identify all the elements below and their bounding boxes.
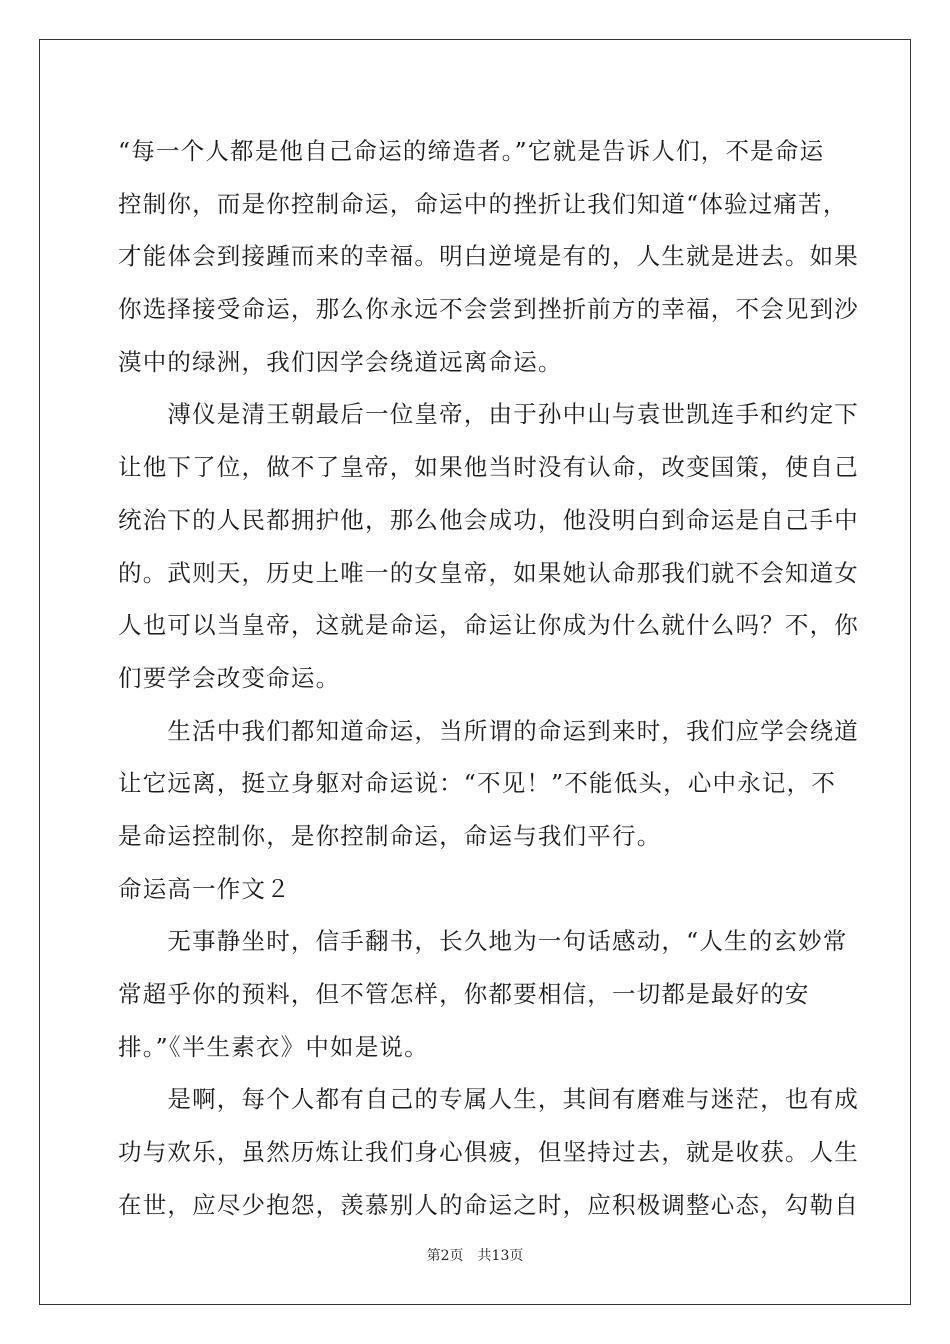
document-body: [118, 125, 859, 1231]
text-line: 的。武则天，历史上唯一的女皇帝，如果她认命那我们就不会知道女: [118, 558, 859, 587]
text-line: 控制你，而是你控制命运，命运中的挫折让我们知道“体验过痛苦，: [118, 189, 848, 218]
section-heading: 命运高一作文２: [118, 874, 291, 903]
text-line: 才能体会到接踵而来的幸福。明白逆境是有的，人生就是进去。如果: [118, 242, 859, 271]
page-number: 第2页: [426, 1248, 464, 1264]
text-line: 让它远离，挺立身躯对命运说：“不见！”不能低头，心中永记，不: [118, 769, 837, 798]
text-line: 是啊，每个人都有自己的专属人生，其间有磨难与迷茫，也有成: [118, 1085, 859, 1114]
text-line: 常超乎你的预料，但不管怎样，你都要相信，一切都是最好的安: [118, 980, 810, 1008]
text-line: 溥仪是清王朝最后一位皇帝，由于孙中山与袁世凯连手和约定下: [118, 400, 859, 429]
text-line: 无事静坐时，信手翻书，长久地为一句话感动，“人生的玄妙常: [118, 927, 848, 956]
text-line: 你选择接受命运，那么你永远不会尝到挫折前方的幸福，不会见到沙: [118, 295, 859, 324]
text-line: 排。”《半生素衣》中如是说。: [118, 1032, 429, 1061]
text-line: 功与欢乐，虽然历炼让我们身心俱疲，但坚持过去，就是收获。人生: [118, 1138, 859, 1167]
text-line: 们要学会改变命运。: [118, 663, 341, 692]
text-line: 生活中我们都知道命运，当所谓的命运到来时，我们应学会绕道: [118, 716, 859, 745]
text-line: 是命运控制你，是你控制命运，命运与我们平行。: [118, 821, 662, 850]
text-line: 统治下的人民都拥护他，那么他会成功，他没明白到命运是自己手中: [118, 505, 859, 534]
text-line: “每一个人都是他自己命运的缔造者。”它就是告诉人们，不是命运: [118, 137, 825, 165]
text-line: 让他下了位，做不了皇帝，如果他当时没有认命，改变国策，使自己: [118, 453, 859, 482]
text-line: 人也可以当皇帝，这就是命运，命运让你成为什么就什么吗？不，你: [118, 611, 859, 640]
page-footer: [0, 1245, 950, 1265]
text-line: 漠中的绿洲，我们因学会绕道远离命运。: [118, 347, 563, 376]
text-line: 在世，应尽少抱怨，羡慕别人的命运之时，应积极调整心态，勾勒自: [118, 1190, 859, 1219]
page-total: 共13页: [477, 1248, 524, 1264]
